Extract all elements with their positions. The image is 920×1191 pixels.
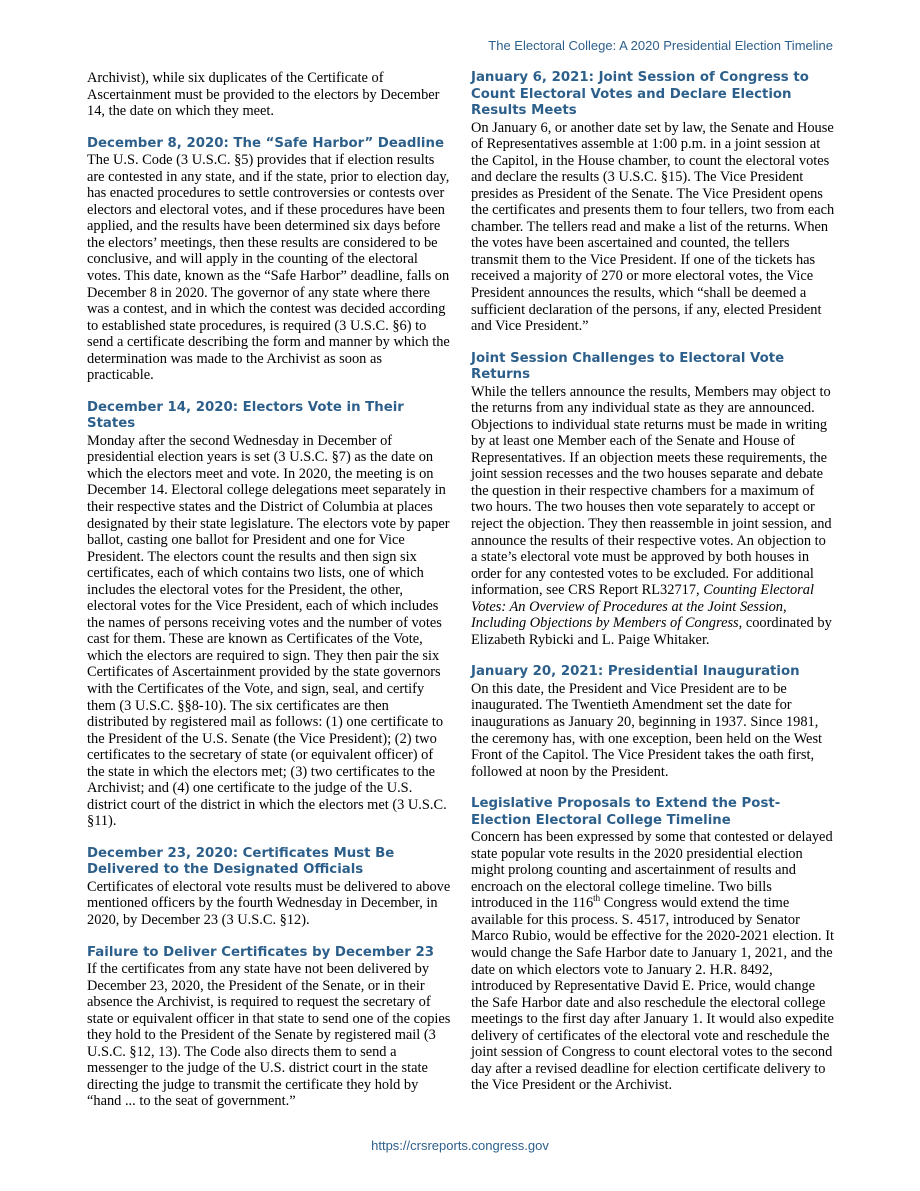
inauguration-section [471, 664, 835, 780]
electors-vote-paragraph: Monday after the second Wednesday in December of presidential election years is set (3 U.S.C. §7) as the date on which the electors meet and vote. In 2020, the meeting is on December 14. Electoral college delegations meet separately in their respective states and the District of Columbia at places designated by their state legislature. The electors vote by paper ballot, casting one ballot for President and one for Vice President. The electors count the results and then sign six certificates, each of which contains two lists, one of which includes the electoral votes for the President, the other, electoral votes for the Vice President, each of which includes the names of persons receiving votes and the number of votes cast for them. These are known as Certificates of the Vote, which the electors are required to sign. They then pair the six Certificates of Ascertainment provided by the state governors with the Certificates of the Vote, and sign, seal, and certify them (3 U.S.C. §§8-10). The six certificates are then distributed by registered mail as follows: (1) one certificate to the President of the U.S. Senate (the Vice President); (2) two certificates to the secretary of state (or equivalent officer) of the state in which the electors met; (3) two certificates to the Archivist; and (4) one certificate to the judge of the U.S. district court of the district in which the electors met (3 U.S.C. §11). [87, 432, 450, 830]
failure-to-deliver-paragraph: If the certificates from any state have not been delivered by December 23, 2020, the President of the Senate, or in their absence the Archivist, is required to request the secretary of state or equivalent officer in that state to send one of the copies they hold to the President of the Senate by registered mail (3 U.S.C. §12, 13). The Code also directs them to send a messenger to the judge of the U.S. district court in the state directing the judge to transmit the certificate they hold by “hand ... to the seat of government.” [87, 961, 451, 1110]
footer-url-link[interactable]: https://crsreports.congress.gov [371, 1138, 549, 1153]
challenges-text: While the tellers announce the results, Members may object to the returns from any individual state as they are announced. Objections to individual state returns must be made in writing by at least one Member each of the Senate and House of Representatives. If an objection meets these requirements, the joint session recesses and the two houses separate and debate the question in their respective chambers for a maximum of two hours. The two houses then vote separately to accept or reject the objection. They then reassemble in joint session, and announce the results of their respective votes. An objection to a state’s electoral vote must be approved by both houses in order for any contested votes to be excluded. For additional information, see CRS Report RL32717, [471, 383, 832, 599]
challenges-paragraph [471, 384, 835, 649]
challenges-section [471, 351, 835, 649]
electors-vote-section [87, 400, 451, 830]
electors-vote-heading: December 14, 2020: Electors Vote in Their States [87, 399, 404, 432]
inauguration-heading: January 20, 2021: Presidential Inauguration [471, 664, 800, 680]
proposals-heading: Legislative Proposals to Extend the Post-Election Electoral College Timeline [471, 796, 781, 828]
joint-session-section [471, 70, 835, 335]
safe-harbor-section [87, 136, 451, 384]
intro-section [87, 70, 451, 120]
certificates-delivered-paragraph: Certificates of electoral vote results must be delivered to above mentioned officers by the fourth Wednesday in December, in 2020, by December 23 (3 U.S.C. §12). [87, 878, 451, 929]
crs-report-title: Counting Electoral Votes: An Overview of Procedures at the Joint Session, Including Objections by Members of Congress [471, 582, 814, 632]
joint-session-paragraph: On January 6, or another date set by law, the Senate and House of Representatives assemble at 1:00 p.m. in a joint session at the Capitol, in the House chamber, to count the electoral votes and declare the results (3 U.S.C. §15). The Vice President presides as President of the Senate. The Vice President opens the certificates and presents them to four tellers, two from each chamber. The tellers read and make a list of the returns. When the votes have been ascertained and counted, the tellers transmit them to the Vice President. If one of the tickets has received a majority of 270 or more electoral votes, the Vice President announces the results, which “shall be deemed a sufficient declaration of the persons, if any, elected President and Vice President.” [471, 119, 835, 335]
failure-to-deliver-section [87, 945, 451, 1110]
safe-harbor-heading: December 8, 2020: The “Safe Harbor” Deadline [87, 135, 444, 151]
ordinal-suffix: th [593, 893, 601, 904]
challenges-heading: Joint Session Challenges to Electoral Vote Returns [471, 350, 785, 383]
right-column [471, 70, 835, 1110]
intro-paragraph: Archivist), while six duplicates of the Certificate of Ascertainment must be provided to the electors by December 14, the date on which they meet. [87, 70, 440, 120]
safe-harbor-paragraph: The U.S. Code (3 U.S.C. §5) provides that if election results are contested in any state, and if the state, prior to election day, has enacted procedures to settle controversies or contests over electors and electoral votes, and if these procedures have been applied, and the results have been determined six days before the electors’ meetings, then these results are considered to be conclusive, and will apply in the counting of the electoral votes. This date, known as the “Safe Harbor” deadline, falls on December 8 in 2020. The governor of any state where there was a contest, and in which the contest was decided according to established state procedures, is required (3 U.S.C. §6) to send a certificate describing the form and manner by which the determination was made to the Archivist as soon as practicable. [87, 152, 450, 384]
proposals-text-start: Concern has been expressed by some that contested or delayed state popular vote results in the 2020 presidential election might prolong counting and ascertainment of results and encroach on the electoral college timeline. Two bills introduced in the 116 [471, 829, 833, 912]
certificates-delivered-heading: December 23, 2020: Certificates Must Be Delivered to the Designated Officials [87, 845, 395, 878]
running-header: The Electoral College: A 2020 Presidential Election Timeline [488, 38, 833, 53]
proposals-text-end: Congress would extend the time available for this process. S. 4517, introduced by Senator Marco Rubio, would be effective for the 2020-2021 election. It would change the Safe Harbor date to January 1, 2021, and the date on which electors vote to January 2. H.R. 8492, introduced by Representative David E. Price, would change the Safe Harbor date and also reschedule the electoral college meetings to the first day after January 1. It would also expedite delivery of certificates of the electoral vote and reschedule the joint session of Congress to count electoral votes to the second day after a revised deadline for election certificate delivery to the Vice President or the Archivist. [471, 895, 834, 1094]
proposals-section [471, 796, 835, 1094]
proposals-paragraph [471, 829, 835, 1094]
joint-session-heading: January 6, 2021: Joint Session of Congress to Count Electoral Votes and Declare Election Results Meets [471, 70, 809, 118]
failure-to-deliver-heading: Failure to Deliver Certificates by December 23 [87, 944, 434, 960]
challenges-text-end: , coordinated by Elizabeth Rybicki and L. Paige Whitaker. [471, 615, 832, 648]
left-column [87, 70, 451, 1126]
certificates-delivered-section [87, 846, 451, 929]
inauguration-paragraph: On this date, the President and Vice President are to be inaugurated. The Twentieth Amendment set the date for inaugurations as January 20, beginning in 1937. Since 1981, the ceremony has, with one exception, been held on the West Front of the Capitol. The Vice President takes the oath first, followed at noon by the President. [471, 680, 823, 780]
